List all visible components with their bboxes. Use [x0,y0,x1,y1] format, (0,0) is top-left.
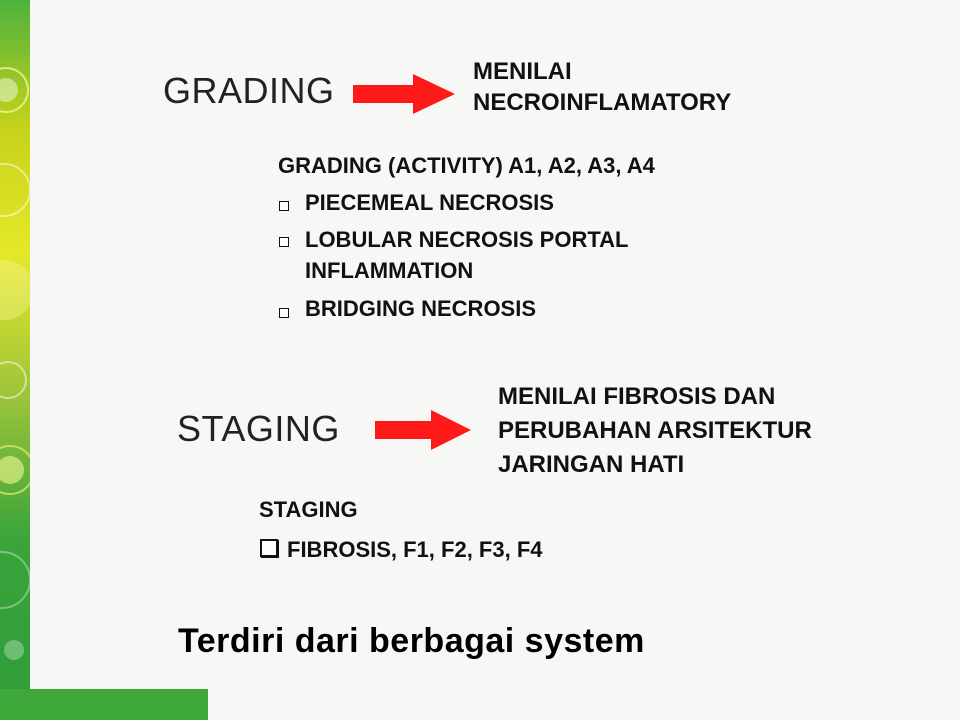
grading-item: PIECEMEAL NECROSIS [305,190,554,215]
right-arrow-icon [353,72,457,116]
grading-heading: GRADING [163,70,335,111]
staging-item: FIBROSIS, F1, F2, F3, F4 [287,537,543,562]
staging-description-line: PERUBAHAN ARSITEKTUR [498,417,812,444]
grading-item: BRIDGING NECROSIS [305,296,537,321]
checkbox-bullet-icon [279,201,289,211]
decorative-left-band [0,0,30,720]
right-arrow-icon [375,408,473,452]
staging-description [498,380,812,482]
decorative-bottom-bar [0,689,208,720]
grading-description [473,56,731,118]
staging-heading: STAGING [177,408,340,449]
grading-description-line: NECROINFLAMATORY [473,89,732,116]
checkbox-bullet-icon [260,539,278,557]
grading-list-title: GRADING (ACTIVITY) A1, A2, A3, A4 [278,153,655,178]
grading-item-line: INFLAMMATION [305,258,474,283]
checkbox-bullet-icon [279,237,289,247]
staging-list-title: STAGING [259,497,358,522]
staging-description-line: MENILAI FIBROSIS DAN [498,383,776,410]
footer-text: Terdiri dari berbagai system [178,622,645,660]
checkbox-bullet-icon [279,308,289,318]
grading-item [305,224,628,286]
grading-item-line: LOBULAR NECROSIS PORTAL [305,227,629,252]
grading-description-line: MENILAI [473,58,572,85]
staging-description-line: JARINGAN HATI [498,451,685,478]
